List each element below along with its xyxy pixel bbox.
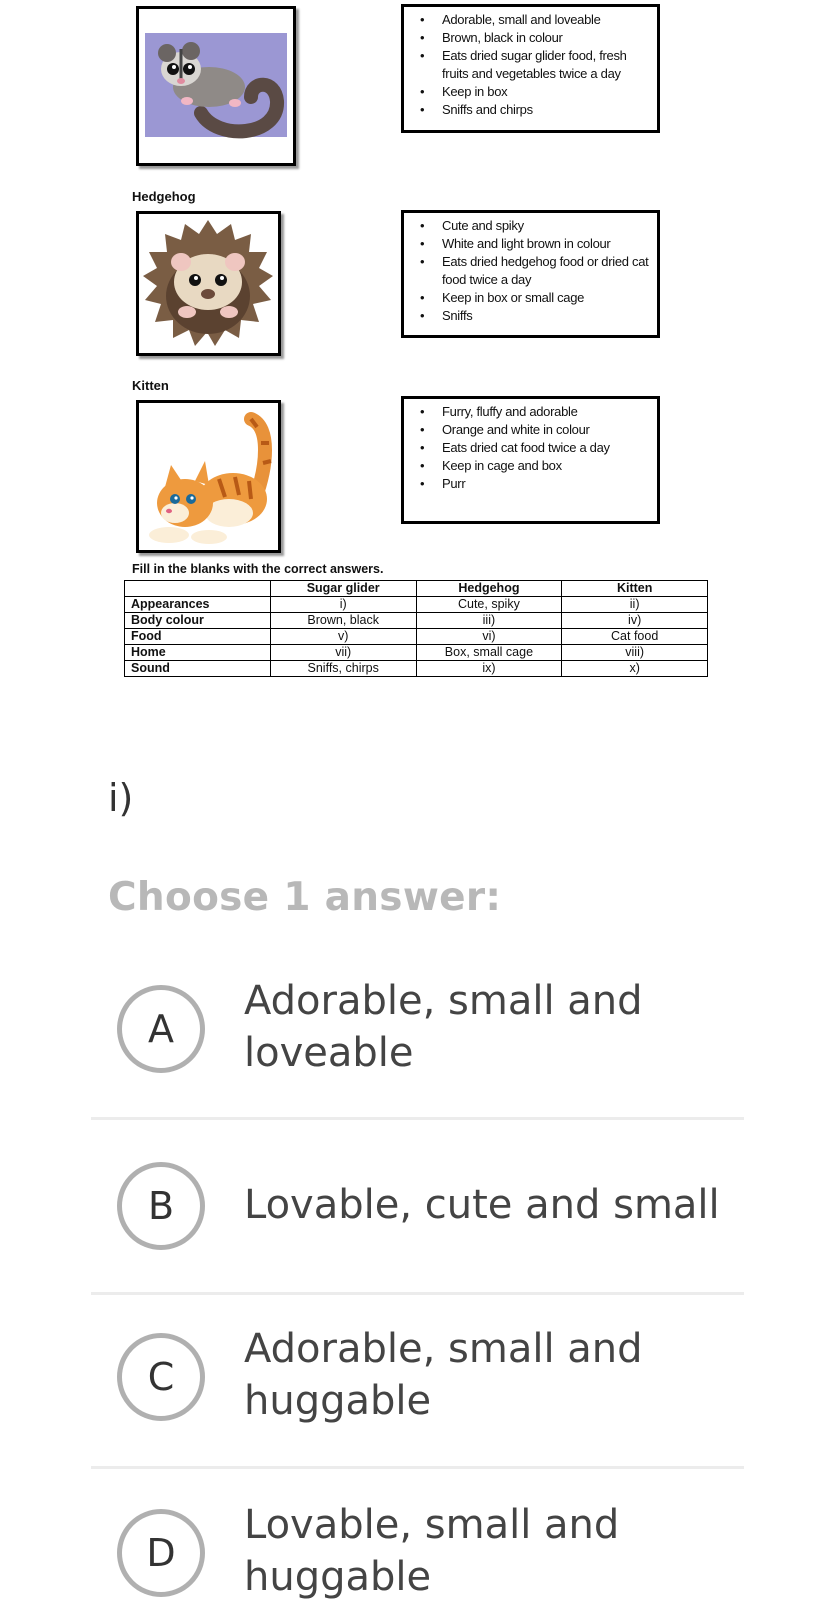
option-letter-badge: D (117, 1509, 205, 1597)
trait-item: • Adorable, small and loveable (414, 11, 651, 29)
sugar-glider-picture (136, 6, 296, 166)
table-cell: Sniffs, chirps (270, 661, 416, 677)
answers-table (124, 580, 708, 677)
option-divider (91, 1466, 744, 1469)
table-row (125, 613, 708, 629)
trait-item: • Cute and spiky (414, 217, 651, 235)
table-row (125, 597, 708, 613)
trait-item: • Eats dried cat food twice a day (414, 439, 651, 457)
hedgehog-label: Hedgehog (132, 189, 196, 204)
trait-item: • Keep in box (414, 83, 651, 101)
trait-item: • Purr (414, 475, 651, 493)
table-cell: i) (270, 597, 416, 613)
option-text: Adorable, small and loveable (244, 978, 643, 1076)
table-cell: Brown, black (270, 613, 416, 629)
option-text: Adorable, small and huggable (244, 1326, 643, 1424)
row-label: Sound (125, 661, 271, 677)
option-divider (91, 1292, 744, 1295)
table-header: Hedgehog (416, 581, 562, 597)
kitten-label: Kitten (132, 378, 169, 393)
trait-item: • Orange and white in colour (414, 421, 651, 439)
table-cell: vii) (270, 645, 416, 661)
table-cell: vi) (416, 629, 562, 645)
row-label: Food (125, 629, 271, 645)
option-c[interactable] (91, 1320, 744, 1434)
kitten-traits (401, 396, 660, 524)
table-cell: iv) (562, 613, 708, 629)
table-header: Kitten (562, 581, 708, 597)
option-letter-badge: B (117, 1162, 205, 1250)
table-cell: ii) (562, 597, 708, 613)
table-cell: iii) (416, 613, 562, 629)
table-cell: v) (270, 629, 416, 645)
trait-item: • Keep in box or small cage (414, 289, 651, 307)
fill-blanks-title: Fill in the blanks with the correct answers. (132, 562, 384, 576)
trait-item: • White and light brown in colour (414, 235, 651, 253)
trait-item: • Sniffs and chirps (414, 101, 651, 119)
trait-item: • Furry, fluffy and adorable (414, 403, 651, 421)
option-b[interactable] (91, 1150, 744, 1264)
option-d[interactable] (91, 1496, 744, 1610)
option-text: Lovable, small and huggable (244, 1502, 620, 1600)
trait-item: • Eats dried sugar glider food, fresh fruits and vegetables twice a day (414, 47, 651, 83)
table-cell: ix) (416, 661, 562, 677)
row-label: Body colour (125, 613, 271, 629)
table-row (125, 645, 708, 661)
trait-item: • Eats dried hedgehog food or dried cat food twice a day (414, 253, 651, 289)
worksheet-image (0, 0, 825, 700)
row-label: Appearances (125, 597, 271, 613)
row-label: Home (125, 645, 271, 661)
table-cell: Cat food (562, 629, 708, 645)
kitten-picture (136, 400, 281, 553)
table-header: Sugar glider (270, 581, 416, 597)
choose-prompt: Choose 1 answer: (108, 875, 502, 920)
table-row (125, 629, 708, 645)
trait-item: • Brown, black in colour (414, 29, 651, 47)
table-cell: Cute, spiky (416, 597, 562, 613)
table-header (125, 581, 271, 597)
table-cell: Box, small cage (416, 645, 562, 661)
table-row (125, 661, 708, 677)
hedgehog-traits (401, 210, 660, 338)
option-letter-badge: A (117, 985, 205, 1073)
option-letter-badge: C (117, 1333, 205, 1421)
table-cell: viii) (562, 645, 708, 661)
option-divider (91, 1117, 744, 1120)
trait-item: • Keep in cage and box (414, 457, 651, 475)
trait-item: • Sniffs (414, 307, 651, 325)
table-header-row (125, 581, 708, 597)
table-cell: x) (562, 661, 708, 677)
option-a[interactable] (91, 972, 744, 1086)
question-label: i) (108, 776, 134, 820)
option-text: Lovable, cute and small (244, 1182, 720, 1228)
sugar-glider-traits (401, 4, 660, 133)
hedgehog-picture (136, 211, 281, 356)
